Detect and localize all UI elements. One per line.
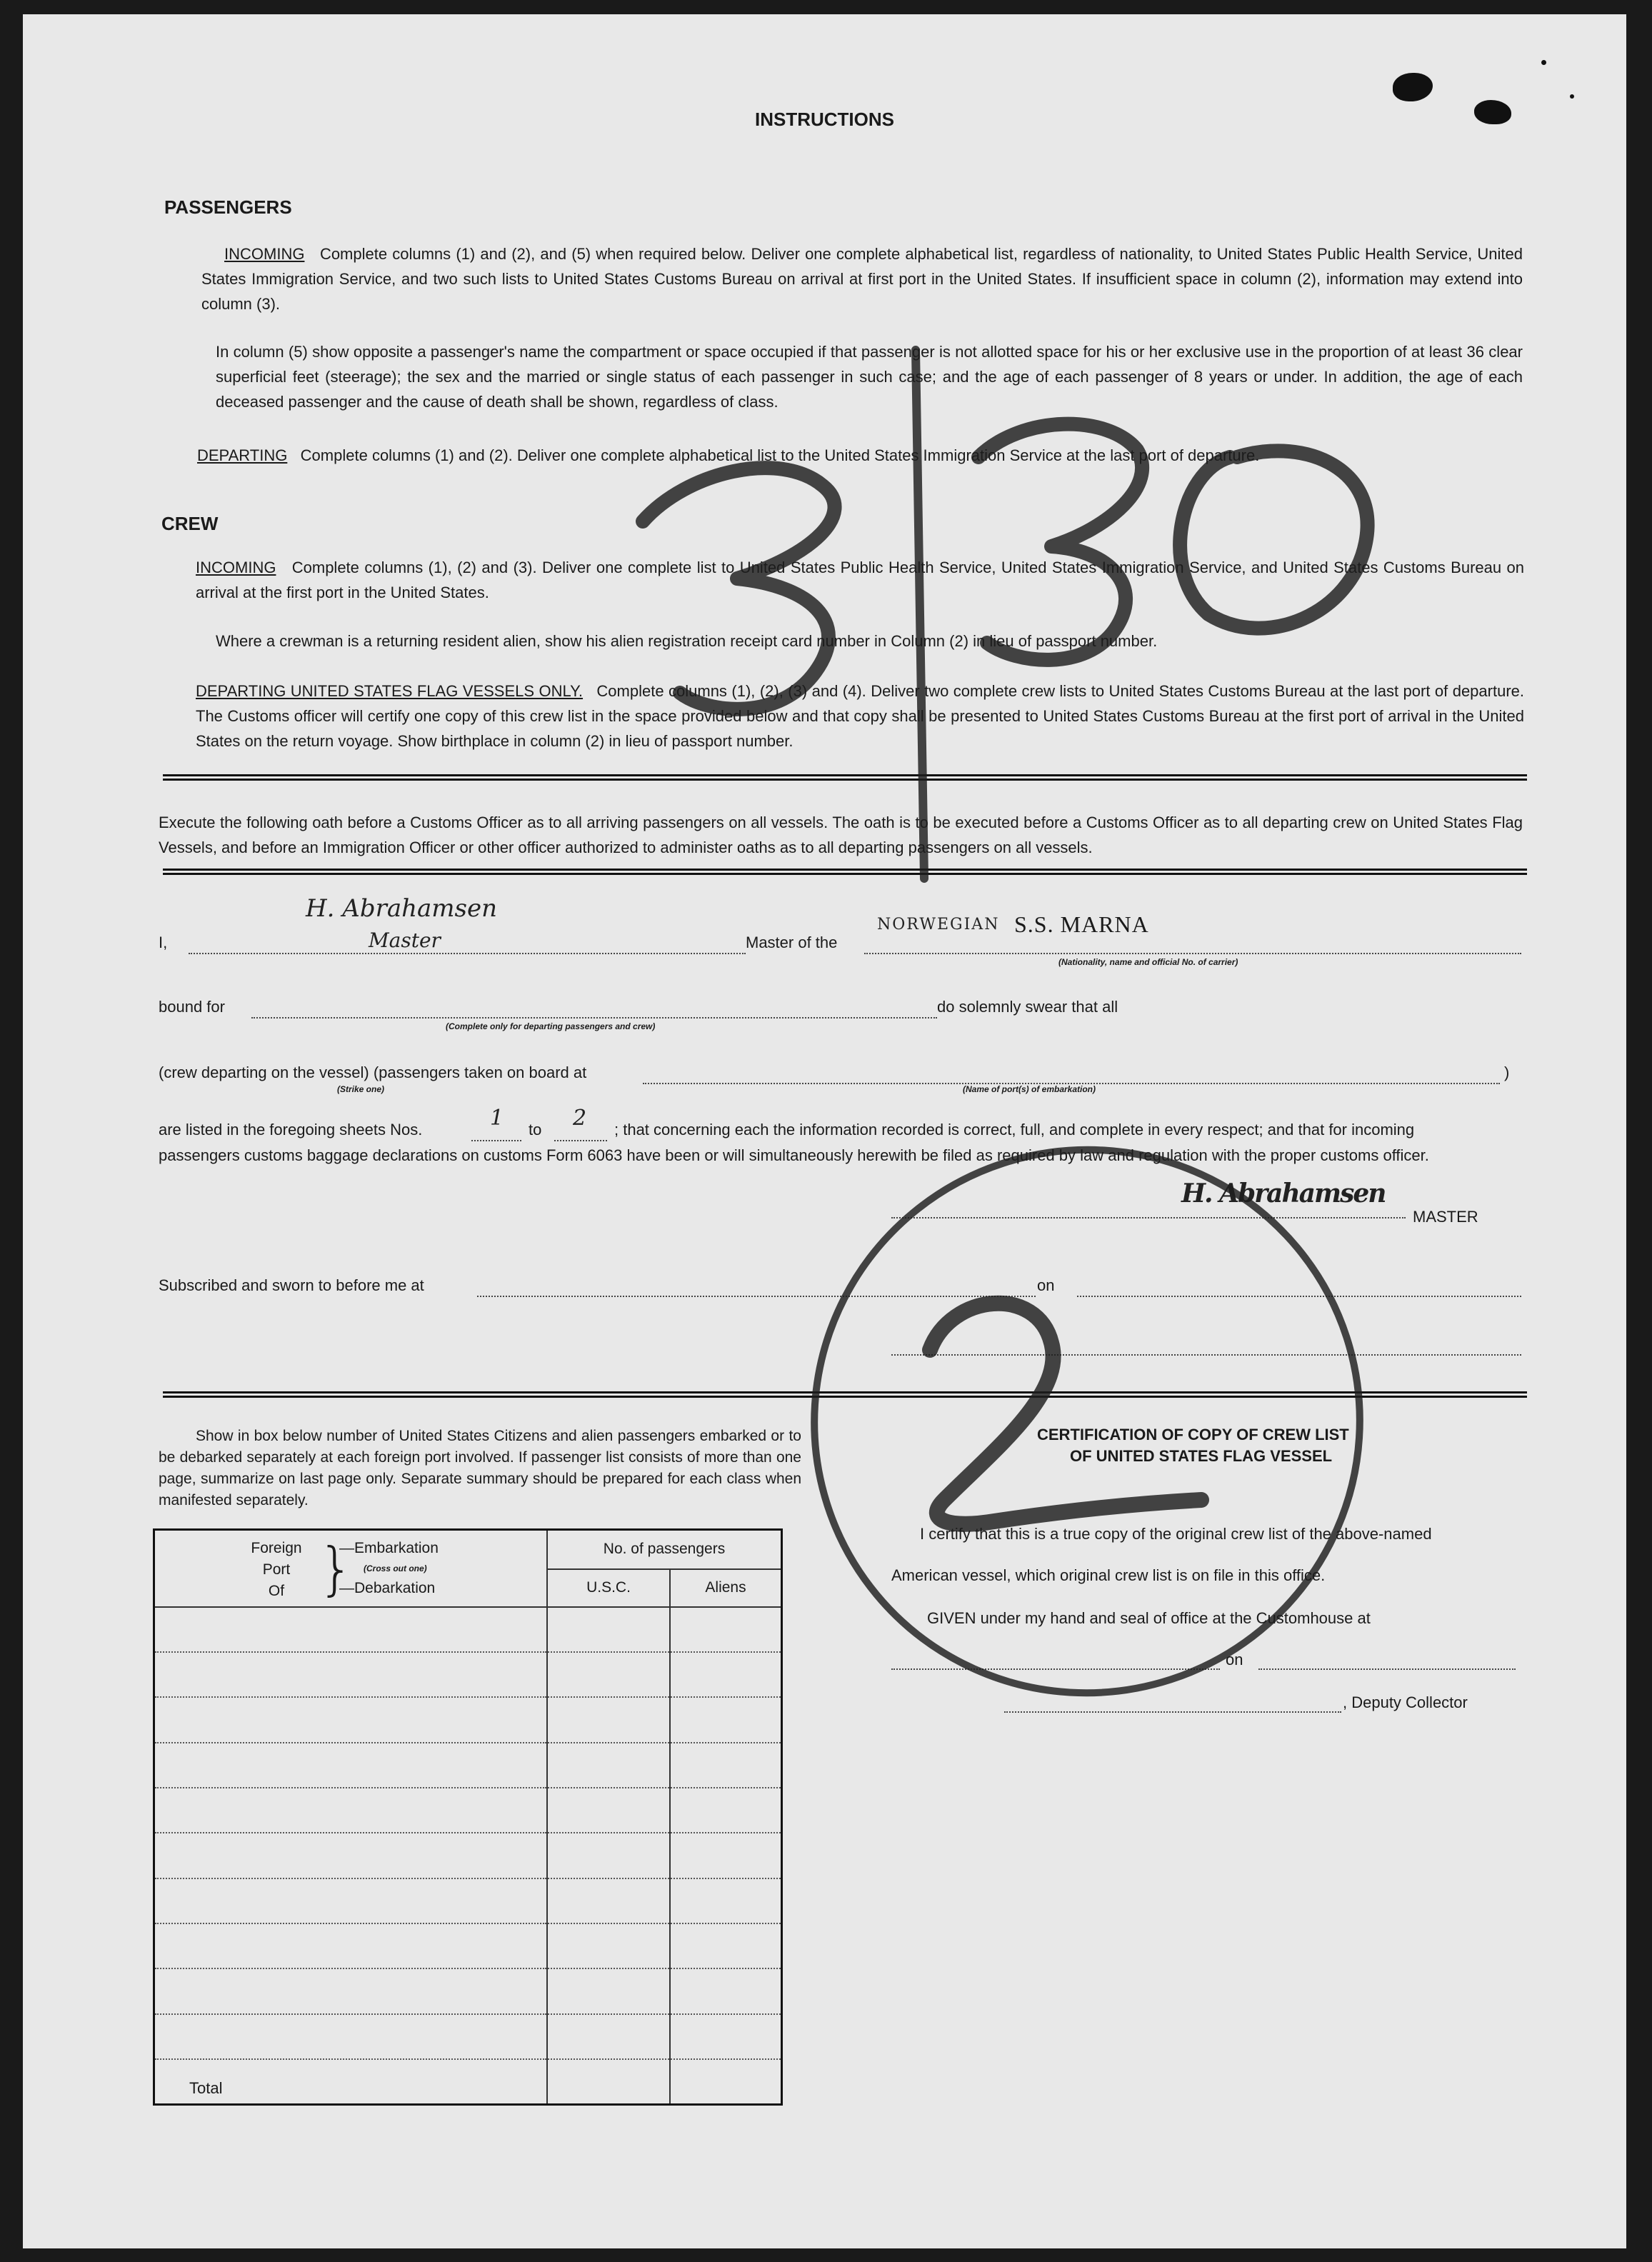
- crayon-divider: [916, 350, 924, 879]
- certification-line-2: American vessel, which original crew list is on file in this office.: [891, 1566, 1326, 1584]
- table-row: [154, 1697, 782, 1742]
- aliens-cell[interactable]: [670, 1968, 782, 2013]
- master-label: MASTER: [1413, 1208, 1478, 1226]
- aliens-cell[interactable]: [670, 1923, 782, 1968]
- passengers-departing-text: Complete columns (1) and (2). Deliver one complete alphabetical list to the United States Immigration Service at the last port of departure.: [300, 446, 1260, 464]
- certification-on-label: on: [1226, 1651, 1243, 1668]
- bound-for-line: [251, 1004, 937, 1019]
- crew-incoming-text: Complete columns (1), (2) and (3). Deliver one complete list to United States Public Health Service, United States Immigration Service, and United States Customs Bureau on arrival at the first port in the United States.: [196, 559, 1524, 601]
- usc-cell[interactable]: [547, 1833, 670, 1878]
- form-sheet: [23, 14, 1626, 2248]
- usc-cell[interactable]: [547, 1878, 670, 1923]
- cross-out-label: (Cross out one): [364, 1563, 427, 1573]
- port-label: Port: [262, 1561, 291, 1578]
- usc-cell[interactable]: [547, 1652, 670, 1697]
- port-caption: (Name of port(s) of embarkation): [963, 1084, 1096, 1094]
- aliens-cell[interactable]: [670, 1788, 782, 1833]
- strike-caption: (Strike one): [337, 1084, 385, 1094]
- aliens-cell[interactable]: [670, 2014, 782, 2059]
- passengers-departing-paragraph: [197, 443, 1526, 468]
- ink-blot: [1393, 73, 1433, 101]
- ink-dot: [1570, 94, 1574, 99]
- debarkation-label: —Debarkation: [339, 1580, 436, 1596]
- subscribed-place-line: [477, 1283, 1036, 1297]
- listed-label: are listed in the foregoing sheets Nos.: [159, 1121, 423, 1138]
- listed-rest-line2: passengers customs baggage declarations on customs Form 6063 have been or will simultaneously herewith be filed as required by law and regulation with the proper customs officer.: [159, 1146, 1429, 1164]
- port-cell[interactable]: [154, 1697, 548, 1742]
- table-row: [154, 2059, 782, 2104]
- vessel-line: [864, 940, 1521, 954]
- aliens-cell[interactable]: [670, 1833, 782, 1878]
- oath-intro-paragraph: Execute the following oath before a Customs Officer as to all arriving passengers on all vessels. The oath is to be executed before a Customs Officer as to all departing crew on United States Flag Vessels, and before an Immigration Officer or other officer authorized to administer oaths as to all departing passengers on all vessels.: [159, 814, 1523, 856]
- sheet-to-handwritten: 2: [573, 1106, 587, 1131]
- table-row: [154, 1833, 782, 1878]
- subscribed-label: Subscribed and sworn to before me at: [159, 1276, 424, 1294]
- aliens-cell[interactable]: [670, 2059, 782, 2104]
- passengers-incoming-label: INCOMING: [224, 245, 305, 263]
- subscribed-on-label: on: [1037, 1276, 1055, 1294]
- deputy-collector-label: , Deputy Collector: [1343, 1693, 1468, 1711]
- sheet-from-handwritten: 1: [490, 1106, 504, 1131]
- passengers-column5-paragraph: In column (5) show opposite a passenger's name the compartment or space occupied if that passenger is not allotted space for his or her exclusive use in the proportion of at least 36 clear superficial feet (steerage); the sex and the married or single status of each passenger in such case; and the age of each passenger of 8 years or under. In addition, the age of each deceased passenger and the cause of death shall be shown, regardless of class.: [216, 343, 1523, 411]
- oath-i-label: I,: [159, 934, 168, 951]
- port-cell[interactable]: [154, 2014, 548, 2059]
- crew-resident-paragraph: Where a crewman is a returning resident alien, show his alien registration receipt card number in Column (2) in lieu of passport number.: [216, 632, 1158, 650]
- master-of-label: Master of the: [746, 934, 838, 951]
- subscribed-date-line: [1077, 1283, 1521, 1297]
- usc-cell[interactable]: [547, 1788, 670, 1833]
- of-label: Of: [268, 1583, 285, 1599]
- section-divider: [163, 1391, 1527, 1398]
- aliens-cell[interactable]: [670, 1697, 782, 1742]
- certification-line-1: I certify that this is a true copy of the original crew list of the above-named: [920, 1525, 1432, 1543]
- aliens-cell[interactable]: [670, 1878, 782, 1923]
- section-divider: [163, 869, 1527, 875]
- page-title: INSTRUCTIONS: [755, 109, 894, 130]
- deputy-signature-line: [1004, 1700, 1341, 1713]
- table-row: [154, 1788, 782, 1833]
- vessel-caption: (Nationality, name and official No. of carrier): [1058, 957, 1238, 967]
- foreign-label: Foreign: [251, 1540, 302, 1556]
- oath-name-handwritten: H. Abrahamsen: [306, 894, 497, 923]
- aliens-header: Aliens: [670, 1569, 782, 1607]
- aliens-cell[interactable]: [670, 1652, 782, 1697]
- to-label: to: [529, 1121, 542, 1138]
- usc-header: U.S.C.: [547, 1569, 670, 1607]
- customhouse-line: [891, 1657, 1220, 1670]
- crew-departing-label: (crew departing on the vessel) (passengers taken on board at: [159, 1064, 587, 1081]
- close-paren: ): [1504, 1064, 1510, 1081]
- bound-for-label: bound for: [159, 998, 225, 1016]
- crew-departing-paragraph: [196, 679, 1524, 754]
- certification-given: GIVEN under my hand and seal of office at the Customhouse at: [927, 1609, 1371, 1627]
- aliens-cell[interactable]: [670, 1607, 782, 1652]
- embarkation-port-line: [643, 1070, 1500, 1084]
- passengers-heading: PASSENGERS: [164, 196, 292, 218]
- swear-label: do solemnly swear that all: [937, 998, 1118, 1016]
- section-divider: [163, 774, 1527, 781]
- port-cell[interactable]: [154, 1788, 548, 1833]
- no-of-passengers-header: No. of passengers: [547, 1530, 782, 1569]
- listed-rest-line1: ; that concerning each the information recorded is correct, full, and complete in every respect; and that for incoming: [614, 1121, 1415, 1138]
- oath-name-line: [189, 940, 746, 954]
- bracket: }: [318, 1536, 354, 1602]
- master-signature-handwritten: H. Abrahamsen: [1181, 1178, 1386, 1208]
- port-cell[interactable]: [154, 1607, 548, 1652]
- crew-departing-text: Complete columns (1), (2), (3) and (4). Deliver two complete crew lists to United States Customs Bureau at the last port of departure. The Customs officer will certify one copy of this crew list in the space provided below and that copy shall be presented to United States Customs Bureau at the first port of arrival in the United States on the return voyage. Show birthplace in column (2) in lieu of passport number.: [196, 682, 1524, 750]
- vessel-name-typed: S.S. MARNA: [1014, 911, 1149, 937]
- ink-dot: [1541, 60, 1546, 65]
- certification-title-1: CERTIFICATION OF COPY OF CREW LIST: [1037, 1426, 1349, 1443]
- port-cell[interactable]: [154, 1878, 548, 1923]
- usc-cell[interactable]: [547, 1968, 670, 2013]
- crew-incoming-label: INCOMING: [196, 559, 276, 576]
- aliens-cell[interactable]: [670, 1743, 782, 1788]
- port-cell[interactable]: [154, 1743, 548, 1788]
- passenger-summary-table: [153, 1528, 783, 2106]
- port-cell[interactable]: [154, 1652, 548, 1697]
- oath-title-handwritten: Master: [369, 929, 441, 952]
- certification-title-2: OF UNITED STATES FLAG VESSEL: [1070, 1447, 1333, 1465]
- embarkation-label: —Embarkation: [339, 1540, 439, 1556]
- usc-cell[interactable]: [547, 2059, 670, 2104]
- total-label: Total: [154, 2059, 548, 2104]
- crew-heading: CREW: [161, 513, 219, 534]
- vessel-nationality-handwritten: NORWEGIAN: [877, 916, 1000, 934]
- usc-cell[interactable]: [547, 1923, 670, 1968]
- crew-incoming-paragraph: [196, 555, 1524, 605]
- table-row: [154, 1743, 782, 1788]
- certification-date-line: [1258, 1657, 1516, 1670]
- usc-cell[interactable]: [547, 1607, 670, 1652]
- port-cell[interactable]: [154, 1923, 548, 1968]
- officer-signature-line: [891, 1341, 1521, 1356]
- port-cell[interactable]: [154, 1968, 548, 2013]
- summary-instructions: Show in box below number of United States Citizens and alien passengers embarked or to be debarked separately at each foreign port involved. If passenger list consists of more than one page, summarize on last page only. Separate summary should be prepared for each class when manifested separately.: [159, 1428, 801, 1508]
- port-cell[interactable]: [154, 1833, 548, 1878]
- usc-cell[interactable]: [547, 1743, 670, 1788]
- crayon-digit-2: [930, 1303, 1201, 1524]
- table-row: [154, 1923, 782, 1968]
- foreign-port-header: [154, 1530, 548, 1607]
- usc-cell[interactable]: [547, 1697, 670, 1742]
- table-row: [154, 1607, 782, 1652]
- table-row: [154, 1878, 782, 1923]
- passengers-incoming-text: Complete columns (1) and (2), and (5) when required below. Deliver one complete alphabetical list, regardless of nationality, to United States Public Health Service, United States Immigration Service, and two such lists to United States Customs Bureau on arrival at first port in the United States. If insufficient space in column (2), information may extend into column (3).: [201, 245, 1523, 313]
- passengers-departing-label: DEPARTING: [197, 446, 288, 464]
- crew-departing-label: DEPARTING UNITED STATES FLAG VESSELS ONLY.: [196, 682, 584, 700]
- usc-cell[interactable]: [547, 2014, 670, 2059]
- table-row: [154, 2014, 782, 2059]
- passengers-incoming-paragraph: [201, 241, 1523, 316]
- table-row: [154, 1652, 782, 1697]
- table-row: [154, 1968, 782, 2013]
- bound-for-caption: (Complete only for departing passengers and crew): [446, 1021, 656, 1031]
